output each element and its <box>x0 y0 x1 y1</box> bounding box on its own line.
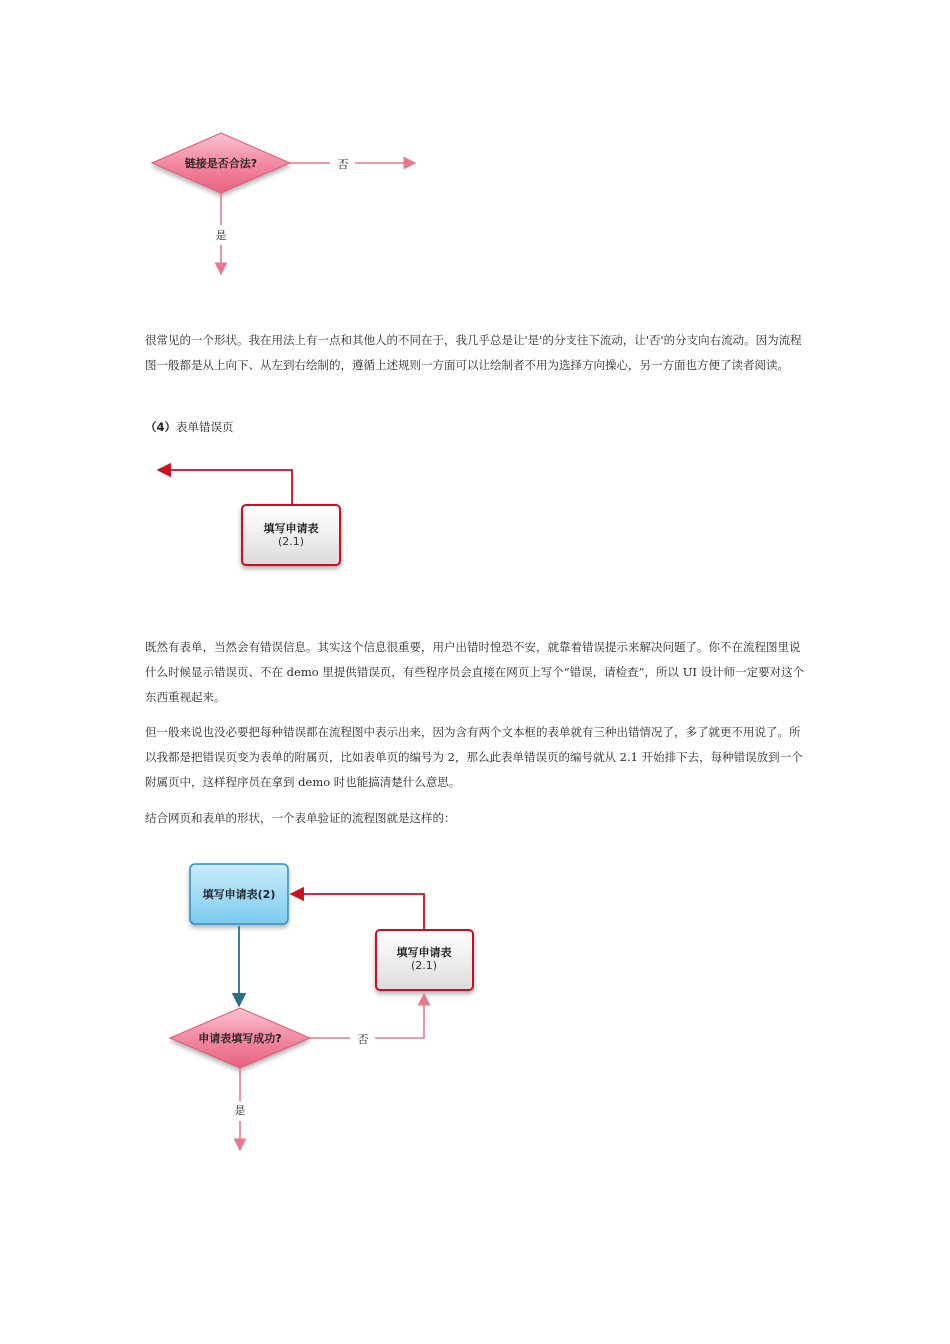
paragraph-combined-intro: 结合网页和表单的形状，一个表单验证的流程图就是这样的： <box>145 811 456 825</box>
no-label: 否 <box>337 158 349 171</box>
form-error-title: 填写申请表 <box>396 946 452 959</box>
back-arrow <box>158 470 292 505</box>
no-branch-arrow <box>375 994 424 1038</box>
error-to-page-arrow <box>291 894 424 930</box>
section-title: 表单错误页 <box>176 420 234 434</box>
validation-decision-text: 申请表填写成功? <box>198 1032 282 1045</box>
error-page-number: (2.1) <box>277 535 305 548</box>
section-number: （4） <box>145 420 177 434</box>
paragraph-error-numbering: 但一般来说也没必要把每种错误都在流程图中表示出来，因为含有两个文本框的表单就有三种出错情况了，多了就更不用说了。所以我都是把错误页变为表单的附属页，比如表单页的编号为 2，那么此表单错误页的编号就从 2.1 开始排下去，每种错误放到一个附属页中，这样程序员在拿到 demo 时也能搞清楚什么意思。 <box>145 725 803 789</box>
decision-text: 链接是否合法? <box>184 157 258 170</box>
no-label: 否 <box>357 1033 369 1046</box>
yes-label: 是 <box>215 229 227 242</box>
form-page-title: 填写申请表(2) <box>202 888 276 901</box>
figure-form-validation-flow <box>160 855 490 1165</box>
error-page-title: 填写申请表 <box>263 522 319 535</box>
section-heading-form-error-page <box>145 417 234 437</box>
paragraph-decision-direction: 很常见的一个形状。我在用法上有一点和其他人的不同在于，我几乎总是让'是'的分支往下流动，让'否'的分支向右流动。因为流程图一般都是从上向下、从左到右绘制的，遵循上述规则一方面可以让绘制者不用为选择方向操心，另一方面也方便了读者阅读。 <box>145 333 802 372</box>
paragraph-error-importance: 既然有表单，当然会有错误信息。其实这个信息很重要，用户出错时惶恐不安，就靠着错误提示来解决问题了。你不在流程图里说什么时候显示错误页、不在 demo 里提供错误页，有些程序员会直接在网页上写个“错误，请检查”，所以 UI 设计师一定要对这个东西重视起来。 <box>145 640 805 704</box>
figure-link-valid-decision <box>140 120 440 290</box>
yes-label: 是 <box>234 1104 246 1117</box>
form-error-number: (2.1) <box>410 959 438 972</box>
figure-form-error-page <box>150 455 360 585</box>
